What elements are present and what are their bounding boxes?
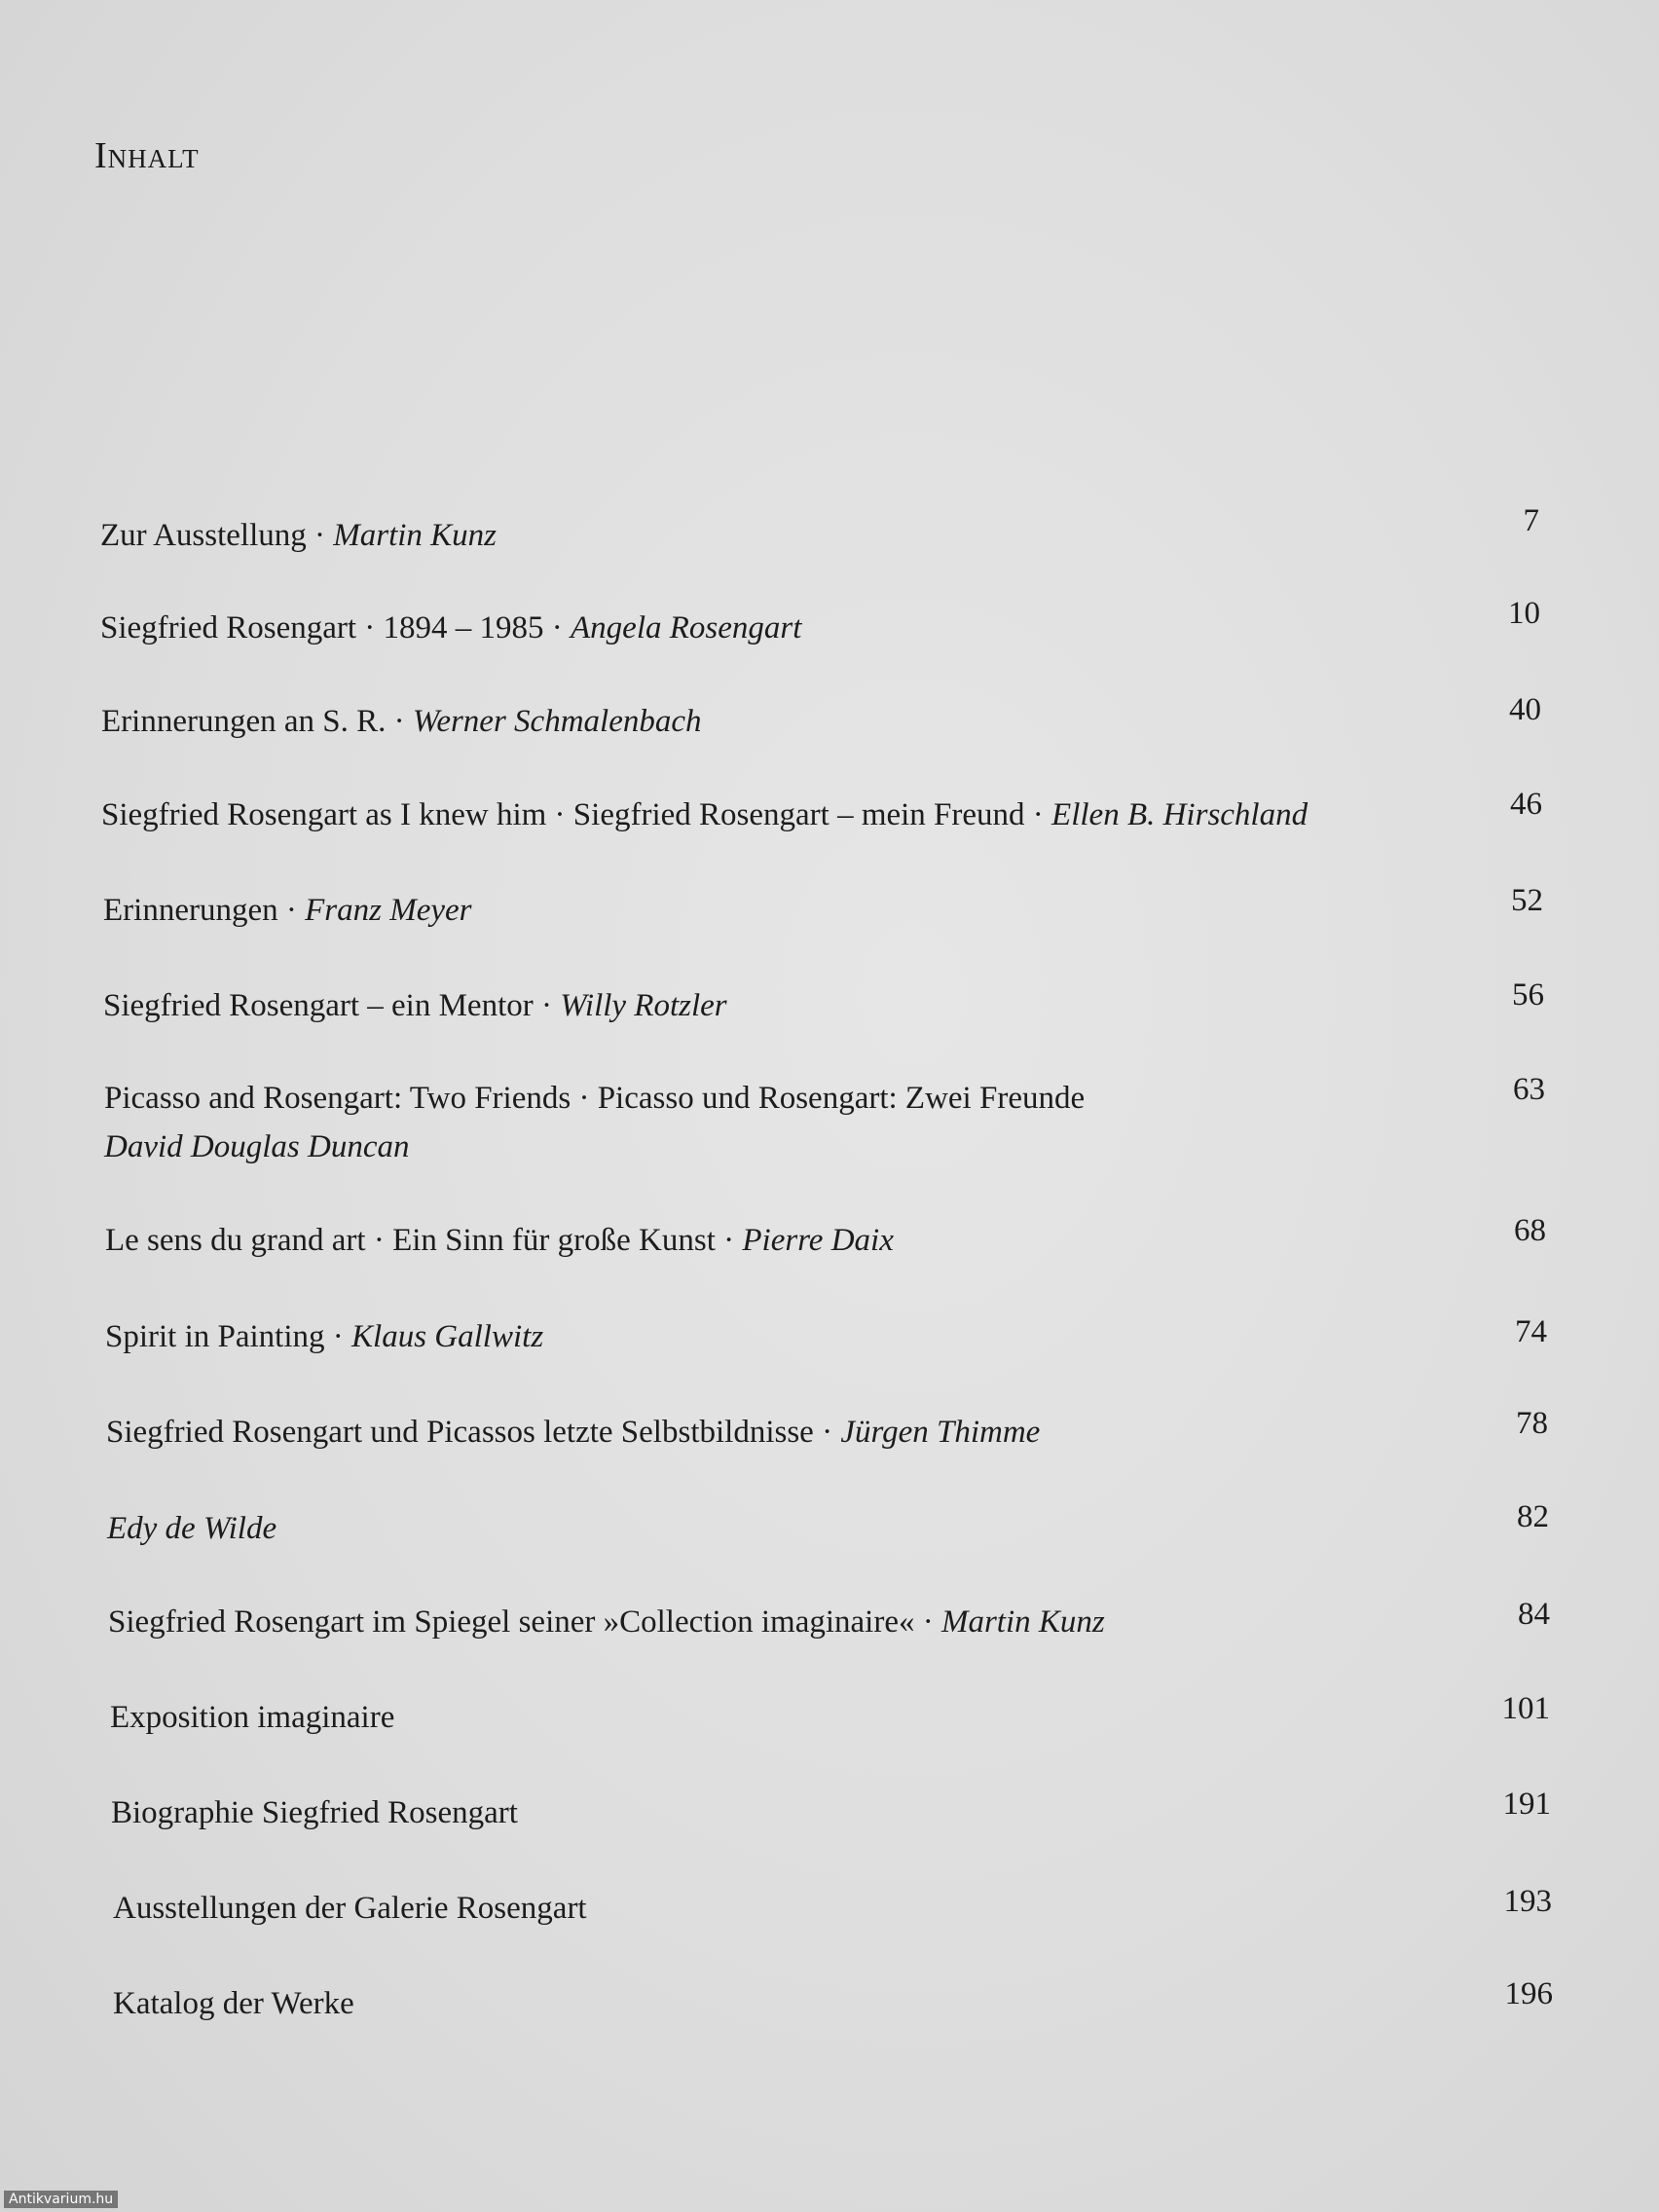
entry-page-number: 56 [1512, 977, 1544, 1013]
entry-author: Martin Kunz [333, 518, 498, 553]
entry-title: Siegfried Rosengart und Picassos letzte Selbstbildnisse [106, 1415, 814, 1450]
entry-page-number: 78 [1516, 1406, 1548, 1441]
entry-page-number: 101 [1501, 1691, 1550, 1726]
entry-separator: · [813, 1415, 841, 1450]
entry-author: Angela Rosengart [571, 610, 802, 645]
toc-entry [104, 1074, 1085, 1171]
entry-title: Erinnerungen [103, 893, 278, 928]
site-watermark: Antikvarium.hu [4, 2191, 118, 2208]
toc-entry [113, 1884, 587, 1933]
entry-page-number: 40 [1509, 692, 1541, 727]
entry-page-number: 74 [1515, 1314, 1547, 1349]
entry-author: Willy Rotzler [560, 988, 727, 1023]
toc-entry [103, 981, 727, 1030]
entry-title: Siegfried Rosengart – ein Mentor [103, 988, 534, 1023]
entry-page-number: 68 [1514, 1213, 1546, 1248]
entry-author: Jürgen Thimme [840, 1415, 1041, 1450]
toc-entry [101, 791, 1308, 839]
entry-separator: · [386, 704, 413, 739]
toc-entry [105, 1216, 894, 1265]
toc-entry [113, 1979, 354, 2028]
entry-separator: · [324, 1319, 352, 1354]
entry-title: Ausstellungen der Galerie Rosengart [113, 1891, 587, 1926]
entry-title: Exposition imaginaire [110, 1700, 395, 1735]
entry-author: Werner Schmalenbach [412, 704, 702, 739]
toc-entry [108, 1598, 1105, 1646]
toc-entry [101, 697, 702, 746]
entry-page-number: 196 [1504, 1976, 1553, 2011]
entry-title: Siegfried Rosengart · 1894 – 1985 [100, 610, 544, 645]
toc-entry [107, 1504, 276, 1553]
entry-title: Erinnerungen an S. R. [101, 704, 387, 739]
entry-author: Martin Kunz [940, 1604, 1105, 1640]
entry-title: Siegfried Rosengart im Spiegel seiner »Collection imaginaire« [108, 1604, 915, 1640]
toc-entry [110, 1693, 394, 1742]
entry-page-number: 63 [1513, 1072, 1545, 1107]
toc-entry [100, 604, 801, 652]
entry-author: David Douglas Duncan [104, 1129, 410, 1164]
entry-separator: · [715, 1223, 743, 1258]
entry-separator: · [543, 610, 571, 645]
entry-separator: · [306, 518, 334, 553]
toc-entry [103, 886, 471, 935]
entry-author: Franz Meyer [305, 893, 472, 928]
toc-entry [111, 1788, 518, 1837]
entry-page-number: 10 [1508, 596, 1540, 631]
entry-title: Spirit in Painting [105, 1319, 325, 1354]
entry-author: Ellen B. Hirschland [1051, 797, 1309, 832]
entry-page-number: 84 [1518, 1597, 1550, 1632]
toc-entry [105, 1312, 543, 1361]
entry-separator: · [277, 893, 306, 928]
entry-title: Biographie Siegfried Rosengart [111, 1795, 518, 1830]
entry-page-number: 191 [1502, 1787, 1551, 1822]
entry-author: Pierre Daix [742, 1223, 894, 1258]
entry-page-number: 7 [1523, 503, 1539, 538]
entry-page-number: 46 [1510, 787, 1542, 822]
entry-title: Katalog der Werke [113, 1986, 354, 2021]
entry-separator: · [914, 1604, 941, 1640]
entry-title: Le sens du grand art · Ein Sinn für große Kunst [105, 1223, 716, 1258]
entry-page-number: 193 [1503, 1884, 1552, 1919]
page-heading: Inhalt [94, 135, 200, 176]
toc-entry [100, 511, 497, 560]
toc-entry [106, 1408, 1040, 1456]
entry-title: Zur Ausstellung [100, 518, 307, 553]
entry-separator: · [533, 988, 561, 1023]
entry-author: Klaus Gallwitz [351, 1319, 544, 1354]
entry-title: Picasso and Rosengart: Two Friends · Picasso und Rosengart: Zwei Freunde [104, 1081, 1086, 1116]
entry-page-number: 52 [1511, 883, 1543, 918]
entry-title: Siegfried Rosengart as I knew him · Siegfried Rosengart – mein Freund [101, 797, 1025, 832]
entry-separator: · [1024, 797, 1052, 832]
entry-author: Edy de Wilde [107, 1511, 277, 1546]
entry-page-number: 82 [1517, 1499, 1549, 1534]
